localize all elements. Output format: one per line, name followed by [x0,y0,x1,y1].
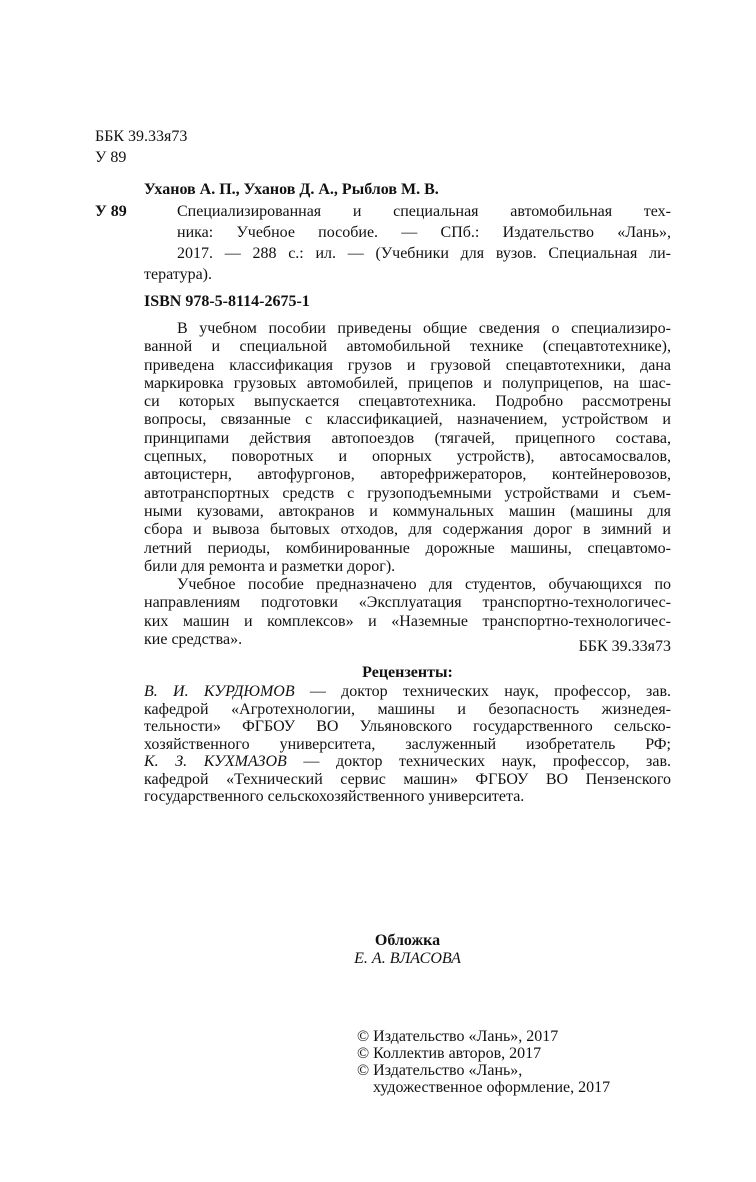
abstract-line: ными кузовами, автокранов и коммунальных машин (машины для [144,502,671,520]
abstract [144,320,671,649]
abstract-line: Учебное пособие предназначено для студентов, обучающихся по [177,576,671,594]
reviewer-line [144,753,671,771]
bib-line: 2017. — 288 с.: ил. — (Учебники для вузов. Специальная ли- [177,245,671,262]
copyright-line: © Издательство «Лань», [357,1062,523,1079]
bbk-code-right: ББК 39.33я73 [578,638,671,655]
abstract-line: автотранспортных средств с грузоподъемными устройствами и съем- [144,484,671,502]
copyright-line: художественное оформление, 2017 [373,1079,611,1096]
cover-artist: Е. А. ВЛАСОВА [354,950,461,967]
abstract-line: принципами действия автопоездов (тягачей, прицепного состава, [144,429,671,447]
bib-line: ника: Учебное пособие. — СПб.: Издательство «Лань», [177,224,671,241]
reviewer-desc: — доктор технических наук, профессор, зав. [286,753,672,770]
bib-line: Специализированная и специальная автомобильная тех- [177,203,671,220]
cover-title: Обложка [374,932,441,949]
isbn: ISBN 978-5-8114-2675-1 [144,293,310,310]
reviewers-block [144,683,671,806]
abstract-line: В учебном пособии приведены общие сведения о специализиро- [177,320,671,337]
abstract-line: приведена классификация грузов и грузовой спецавтотехники, дана [144,356,671,374]
authors: Уханов А. П., Уханов Д. А., Рыблов М. В. [144,181,439,198]
reviewer-line: хозяйственного университета, заслуженный изобретатель РФ; [144,735,671,753]
bib-line: тература). [144,266,212,283]
author-mark: У 89 [95,203,127,220]
abstract-line: маркировка грузовых автомобилей, прицепов и полуприцепов, на шас- [144,374,671,392]
reviewer-line: кафедрой «Агротехнологии, машины и безопасность жизнедея- [144,700,671,718]
reviewers-heading: Рецензенты: [362,664,453,681]
reviewer-name: К. З. КУХМАЗОВ [144,753,287,770]
abstract-line: ванной и специальной автомобильной технике (спецавтотехнике), [144,338,671,356]
reviewer-line: тельности» ФГБОУ ВО Ульяновского государственного сельско- [144,718,671,735]
abstract-line: сбора и вывоза бытовых отходов, для содержания дорог в зимний и [144,521,671,539]
abstract-line: си которых выпускается спецавтотехника. Подробно рассмотрены [144,393,671,411]
reviewer-desc: — доктор технических наук, профессор, зав. [294,683,671,700]
abstract-line: направлениям подготовки «Эксплуатация транспортно-технологичес- [144,594,671,612]
abstract-line: летний периоды, комбинированные дорожные машины, спецавтомо- [144,539,671,557]
copyright-line: © Коллектив авторов, 2017 [357,1045,542,1062]
udc-code: У 89 [95,149,127,166]
copyright-block [357,1028,610,1096]
reviewer-line [144,683,671,701]
reviewer-line: государственного сельскохозяйственного университета. [144,788,525,805]
abstract-line: кие средства». [144,631,243,649]
abstract-line: автоцистерн, автофургонов, авторефрижераторов, контейнеровозов, [144,466,671,484]
abstract-line: вопросы, связанные с классификацией, назначением, устройством и [144,411,671,429]
abstract-line: ких машин и комплексов» и «Наземные транспортно-технологичес- [144,612,671,630]
bibliographic-entry [144,202,671,286]
bbk-code: ББК 39.33я73 [95,128,188,145]
reviewer-line: кафедрой «Технический сервис машин» ФГБОУ ВО Пензенского [144,770,671,788]
reviewer-name: В. И. КУРДЮМОВ [144,683,295,700]
copyright-line: © Издательство «Лань», 2017 [357,1028,559,1045]
abstract-line: сцепных, поворотных и опорных устройств), автосамосвалов, [144,448,671,466]
abstract-line: били для ремонта и разметки дорог). [144,557,396,575]
